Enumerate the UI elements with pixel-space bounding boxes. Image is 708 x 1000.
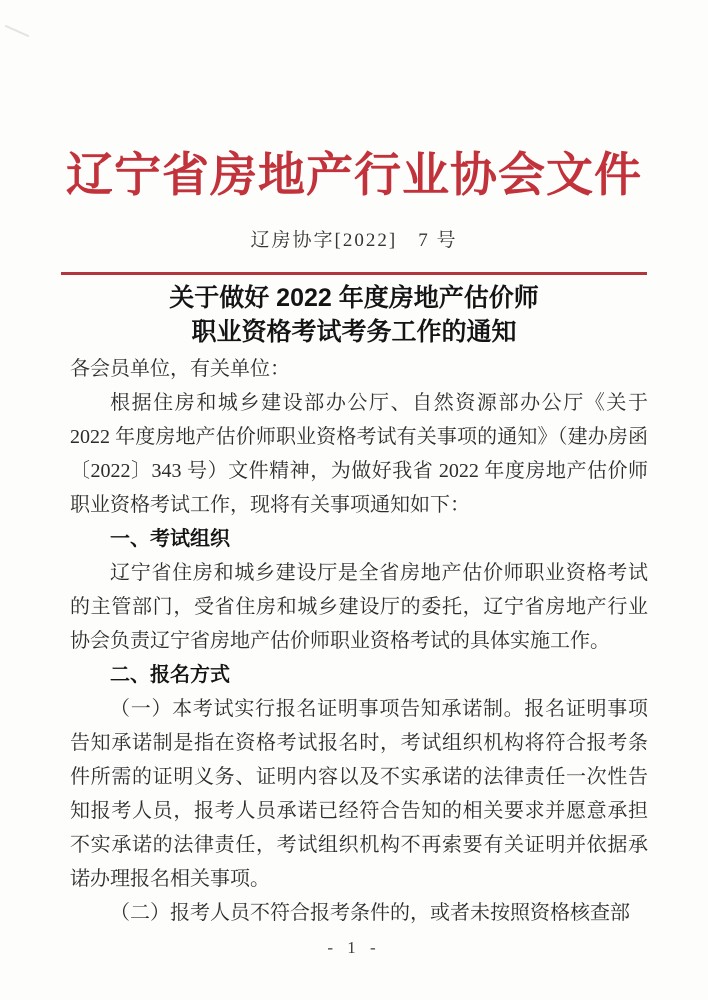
document-title-line2: 职业资格考试考务工作的通知 xyxy=(191,318,517,346)
salutation: 各会员单位，有关单位： xyxy=(70,358,290,380)
section-heading: 二、报名方式 xyxy=(110,664,230,686)
org-header-title: 辽宁省房地产行业协会文件 xyxy=(66,150,642,202)
document-number: 辽房协字[2022] 7 号 xyxy=(250,230,458,251)
body-paragraph: （二）报考人员不符合报考条件的，或者未按照资格核查部 xyxy=(110,902,630,924)
document-body xyxy=(70,386,648,930)
page-number: - 1 - xyxy=(327,938,381,957)
body-paragraph: 根据住房和城乡建设部办公厅、自然资源部办公厅《关于 2022 年度房地产估价师职业资格考试有关事项的通知》（建办房函〔2022〕343 号）文件精神，为做好我省 2022 年度房地产估价师职业资格考试工作，现将有关事项通知如下： xyxy=(70,392,648,516)
section-heading: 一、考试组织 xyxy=(110,528,230,550)
red-divider-rule xyxy=(61,272,647,275)
document-title-line1: 关于做好 2022 年度房地产估价师 xyxy=(169,284,539,312)
body-paragraph: 辽宁省住房和城乡建设厅是全省房地产估价师职业资格考试的主管部门，受省住房和城乡建设厅的委托，辽宁省房地产行业协会负责辽宁省房地产估价师职业资格考试的具体实施工作。 xyxy=(70,562,648,652)
body-paragraph: （一）本考试实行报名证明事项告知承诺制。报名证明事项告知承诺制是指在资格考试报名时，考试组织机构将符合报考条件所需的证明义务、证明内容以及不实承诺的法律责任一次性告知报考人员，报考人员承诺已经符合告知的相关要求并愿意承担不实承诺的法律责任，考试组织机构不再索要有关证明并依据承诺办理报名相关事项。 xyxy=(70,698,648,890)
